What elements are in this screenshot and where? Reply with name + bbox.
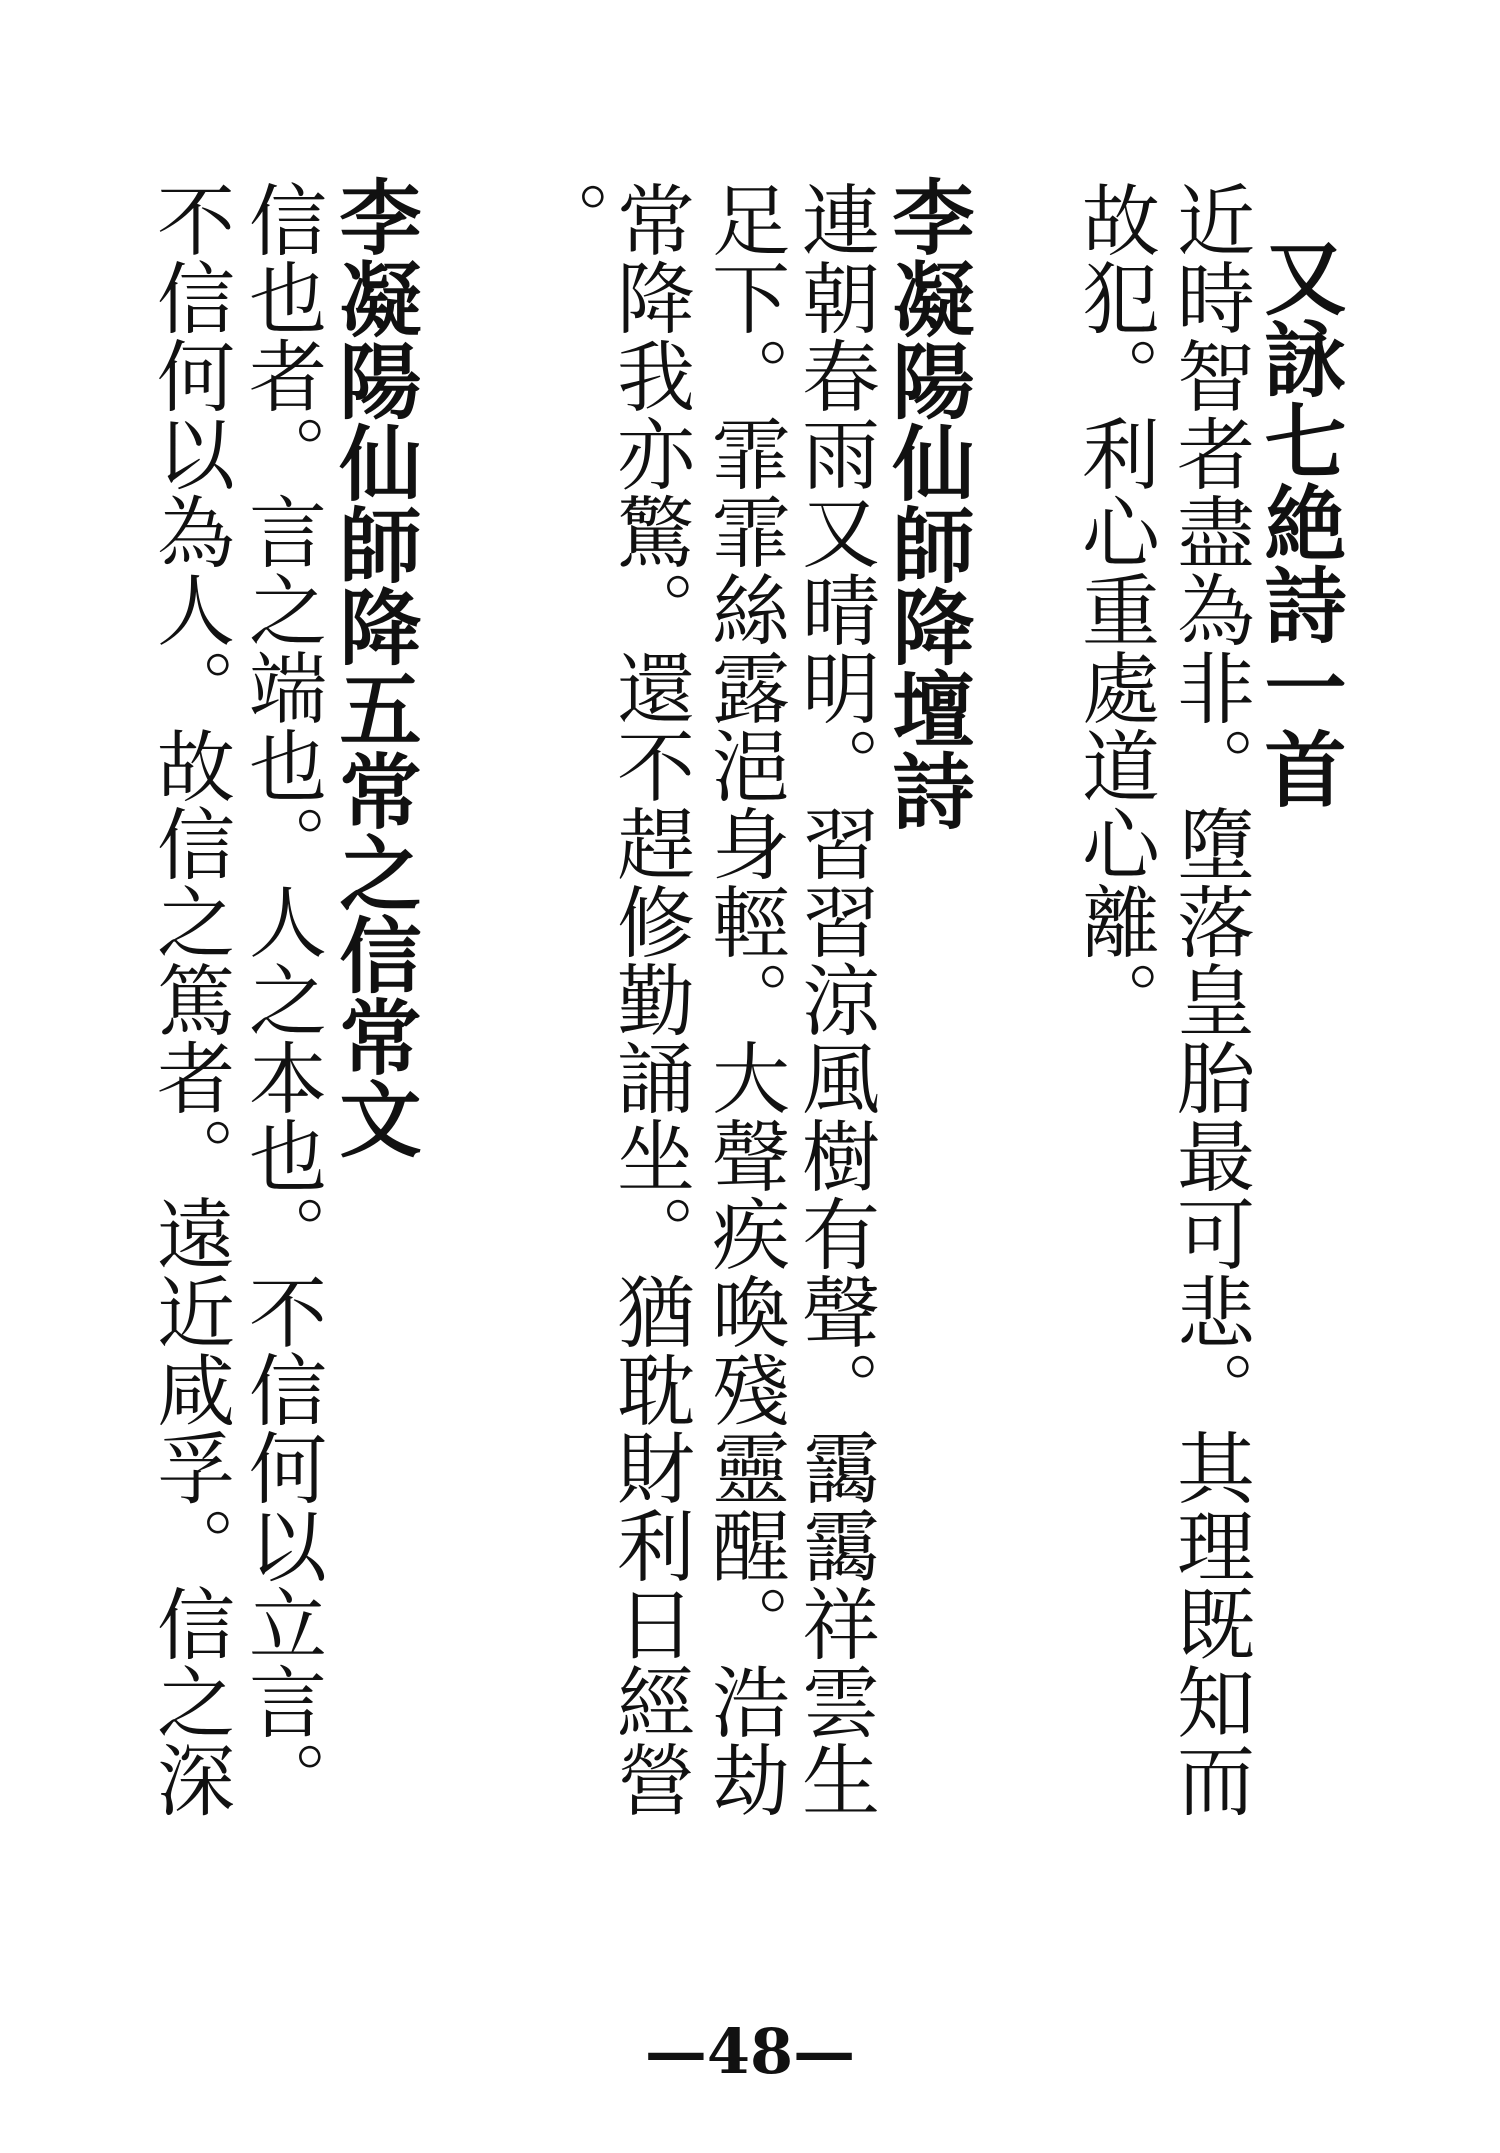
section3-line1: 信也者。言之端也。人之本也。不信何以立言。: [236, 180, 326, 1818]
section1-line1: 近時智者盡為非。墮落皇胎最可悲。其理既知而: [1164, 180, 1254, 1818]
section2-title: 李凝陽仙師降壇詩: [879, 175, 975, 831]
section2-line1: 連朝春雨又晴明。習習涼風樹有聲。靄靄祥雲生: [789, 180, 879, 1818]
section2-line2: 足下。霏霏絲露浥身輕。大聲疾喚殘靈醒。浩劫: [699, 180, 789, 1818]
section1-line2: 故犯。利心重處道心離。: [1069, 180, 1159, 1038]
page-number: —48—: [644, 2015, 856, 2088]
section2-line3: 常降我亦驚。還不趕修勤誦坐。猶耽財利日經營: [604, 180, 694, 1818]
section1-title: 又詠七絶詩一首: [1251, 235, 1347, 809]
section3-line2: 不信何以為人。故信之篤者。遠近咸孚。信之深: [144, 180, 234, 1818]
section3-title: 李凝陽仙師降五常之信常文: [326, 175, 422, 1159]
section2-line4: 。: [519, 180, 609, 258]
